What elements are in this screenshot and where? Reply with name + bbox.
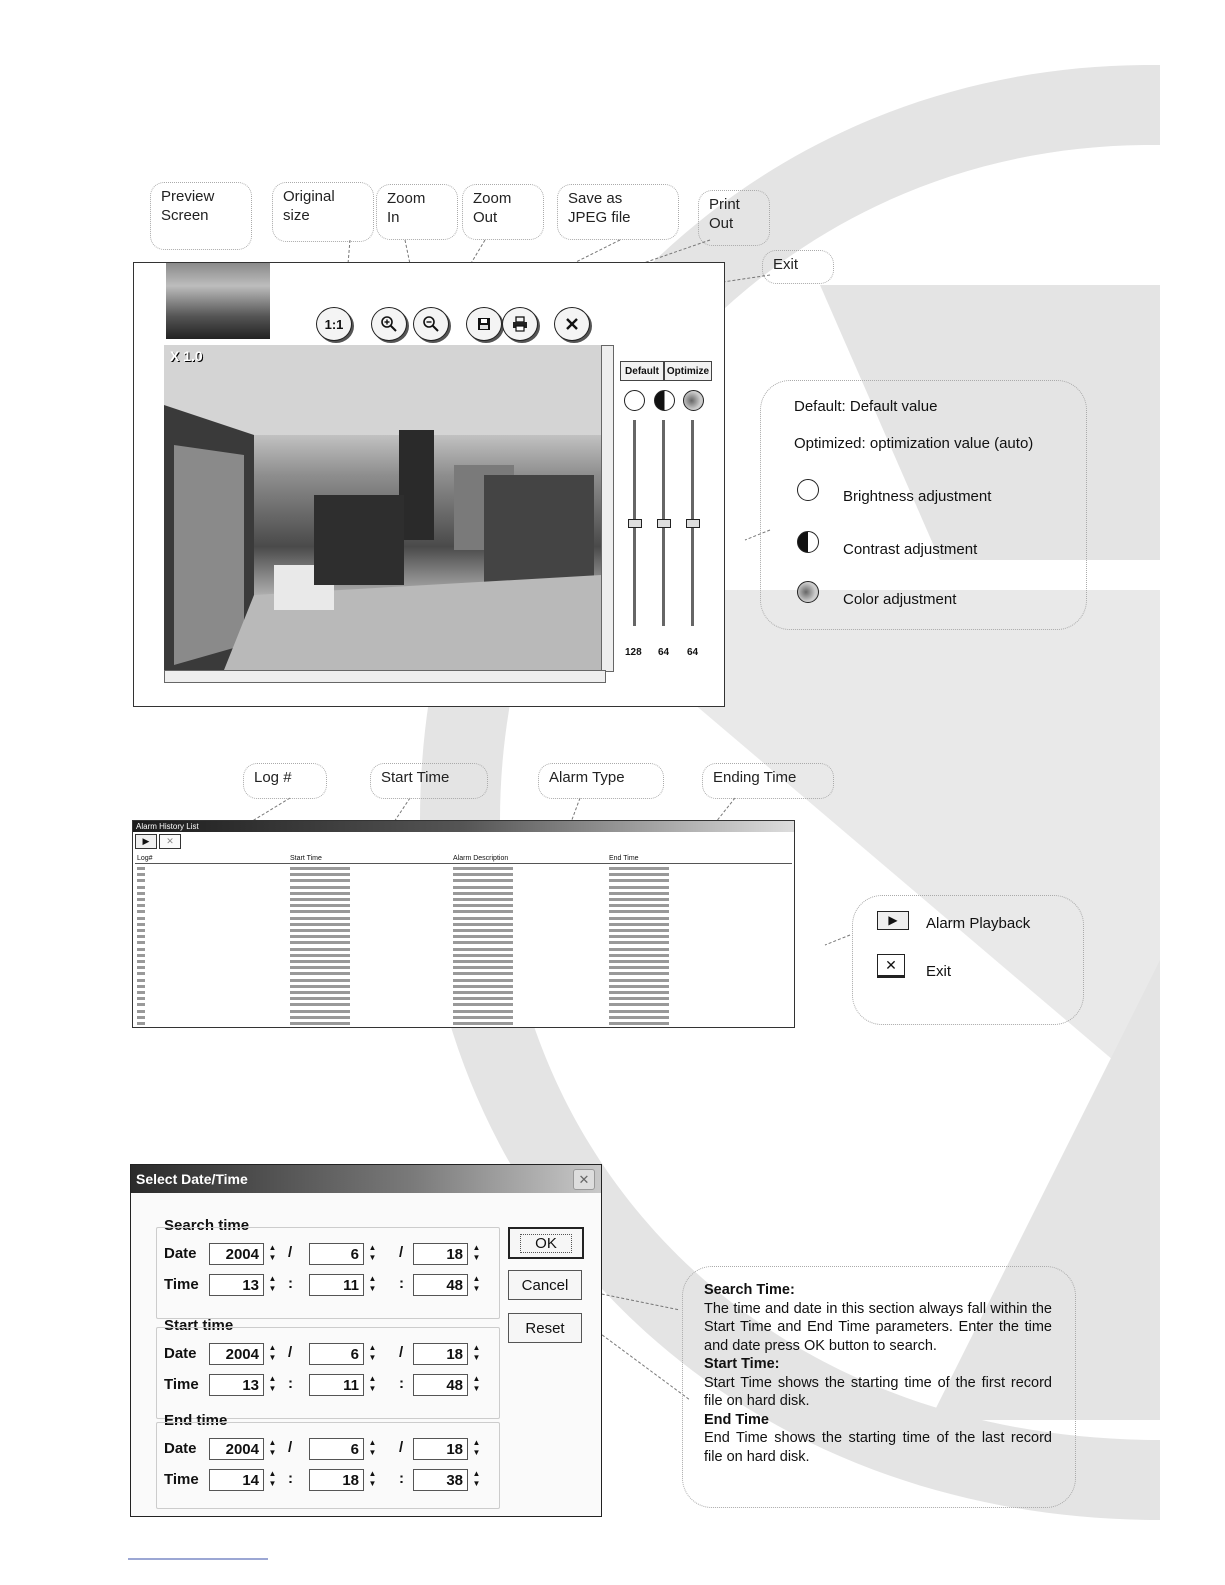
alarm-cell [290,948,350,951]
alarm-cell [290,923,350,926]
end-time-spinner-2[interactable] [470,1469,483,1491]
alarm-cell [290,954,350,957]
alarm-cell [290,898,350,901]
start-date-label: Date [164,1345,197,1362]
spin-down-icon[interactable]: ▼ [472,1384,481,1393]
end-time-spinner-1[interactable] [366,1469,379,1491]
alarm-cell [453,910,513,913]
spin-down-icon[interactable]: ▼ [472,1353,481,1362]
date-time-explanation [704,1281,1052,1466]
column-header-end-time[interactable]: End Time [609,855,639,862]
alarm-cell [290,910,350,913]
search-date-separator: / [288,1244,293,1261]
search-time-field-1[interactable]: 11 [309,1274,364,1296]
alarm-cell [290,991,350,994]
alarm-cell [290,979,350,982]
close-icon: ✕ [877,954,905,978]
column-header-alarm-description[interactable]: Alarm Description [453,855,509,862]
start-time-heading: Start Time: [704,1356,780,1372]
alarm-cell [609,867,669,870]
alarm-cell [453,954,513,957]
alarm-cell [290,1010,350,1013]
brightness-value: 128 [625,647,642,658]
search-time-body: The time and date in this section always fall within the Start Time and End Time parameters. Enter the time and date press OK button to search. [704,1300,1052,1354]
horizontal-scrollbar[interactable] [164,670,606,683]
search-time-groupbox [156,1227,500,1319]
start-time-body: Start Time shows the starting time of the first record file on hard disk. [704,1374,1052,1409]
reset-button[interactable] [508,1313,582,1343]
alarm-playback-button[interactable] [135,834,157,849]
start-time-groupbox [156,1327,500,1419]
alarm-cell [137,892,145,895]
start-date-spinner-0[interactable] [266,1343,279,1365]
zoom-out-icon [422,315,440,333]
spin-up-icon[interactable]: ▲ [268,1438,277,1447]
reset-button-label: Reset [525,1319,565,1337]
printer-icon [511,316,529,332]
alarm-cell [609,966,669,969]
end-date-spinner-1[interactable] [366,1438,379,1460]
search-date-label: Date [164,1245,197,1262]
alarm-cell [453,1010,513,1013]
brightness-icon [797,479,819,501]
default-button-label: Default [625,365,659,377]
alarm-cell [137,935,145,938]
search-date-spinner-0[interactable] [266,1243,279,1265]
alarm-cell [453,873,513,876]
alarm-cell [453,960,513,963]
alarm-toolbar [133,832,794,848]
end-time-heading: End Time [704,1411,769,1428]
alarm-cell [609,972,669,975]
alarm-cell [453,904,513,907]
alarm-cell [290,929,350,932]
start-time-separator: : [399,1375,404,1392]
print-button[interactable] [502,307,538,341]
spin-up-icon[interactable]: ▲ [472,1438,481,1447]
spin-down-icon[interactable]: ▼ [368,1448,377,1457]
close-icon: ✕ [578,1172,590,1187]
alarm-cell [453,991,513,994]
callout-exit: Exit [762,250,834,284]
alarm-cell [609,898,669,901]
alarm-cell [609,904,669,907]
legend-optimized-text: Optimized: optimization value (auto) [794,435,1034,452]
alarm-cell [137,879,145,882]
alarm-table-header [135,854,792,864]
end-date-field-0[interactable]: 2004 [209,1438,264,1460]
search-time-separator: : [399,1275,404,1292]
alarm-cell [137,917,145,920]
alarm-history-window [132,820,795,1028]
end-time-groupbox [156,1422,500,1509]
spin-down-icon[interactable]: ▼ [268,1253,277,1262]
alarm-cell [453,997,513,1000]
start-date-separator: / [288,1344,293,1361]
alarm-cell [609,941,669,944]
original-size-label: 1:1 [324,316,344,332]
alarm-cell [290,972,350,975]
alarm-cell [137,972,145,975]
callout-alarm-type: Alarm Type [538,763,664,799]
spin-up-icon[interactable]: ▲ [268,1343,277,1352]
brightness-icon [624,390,645,411]
alarm-cell [609,1016,669,1019]
ok-button-label: OK [520,1234,572,1253]
alarm-cell [453,985,513,988]
search-time-field-0[interactable]: 13 [209,1274,264,1296]
preview-thumbnail[interactable] [166,263,270,339]
spin-down-icon[interactable]: ▼ [472,1284,481,1293]
search-time-spinner-2[interactable] [470,1274,483,1296]
ok-button[interactable] [508,1227,584,1259]
spin-up-icon[interactable]: ▲ [368,1274,377,1283]
end-time-label: Time [164,1471,199,1488]
search-time-group-label: Search time [164,1217,250,1234]
alarm-cell [290,873,350,876]
end-date-field-2[interactable]: 18 [413,1438,468,1460]
start-date-field-2[interactable]: 18 [413,1343,468,1365]
alarm-cell [137,991,145,994]
color-value: 64 [687,647,699,658]
spin-down-icon[interactable]: ▼ [368,1479,377,1488]
alarm-cell [137,873,145,876]
dialog-close-button[interactable] [573,1169,595,1190]
end-date-spinner-0[interactable] [266,1438,279,1460]
alarm-cell [453,929,513,932]
search-date-field-2[interactable]: 18 [413,1243,468,1265]
floppy-disk-icon [476,316,492,332]
alarm-cell [609,923,669,926]
spin-down-icon[interactable]: ▼ [268,1284,277,1293]
spin-up-icon[interactable]: ▲ [268,1469,277,1478]
callout-print-out: Print Out [698,190,770,246]
spin-down-icon[interactable]: ▼ [268,1448,277,1457]
spin-down-icon[interactable]: ▼ [472,1448,481,1457]
end-date-field-1[interactable]: 6 [309,1438,364,1460]
alarm-cell [453,948,513,951]
legend-playback-text: Alarm Playback [926,915,1031,932]
start-date-spinner-1[interactable] [366,1343,379,1365]
search-time-field-2[interactable]: 48 [413,1274,468,1296]
alarm-cell [609,910,669,913]
search-time-spinner-1[interactable] [366,1274,379,1296]
alarm-cell [137,941,145,944]
spin-up-icon[interactable]: ▲ [268,1374,277,1383]
alarm-cell [609,985,669,988]
alarm-cell [453,935,513,938]
legend-exit-text: Exit [926,963,952,980]
color-icon [797,581,819,603]
alarm-cell [453,1003,513,1006]
spin-up-icon[interactable]: ▲ [368,1343,377,1352]
start-time-spinner-0[interactable] [266,1374,279,1396]
alarm-cell [290,879,350,882]
dialog-title: Select Date/Time [131,1165,601,1193]
end-date-separator: / [399,1439,404,1456]
start-time-group-label: Start time [164,1317,234,1334]
end-time-field-0[interactable]: 14 [209,1469,264,1491]
legend-color-text: Color adjustment [843,591,957,608]
alarm-cell [290,917,350,920]
callout-original-size: Original size [272,182,374,242]
alarm-cell [453,898,513,901]
alarm-cell [609,935,669,938]
zoom-readout: X 1.0 [170,348,203,364]
cancel-button-label: Cancel [521,1276,569,1294]
search-time-label: Time [164,1276,199,1293]
exit-button[interactable] [554,307,590,341]
spin-up-icon[interactable]: ▲ [268,1243,277,1252]
alarm-cell [453,917,513,920]
alarm-cell [609,1022,669,1025]
alarm-cell [137,960,145,963]
legend-default-text: Default: Default value [794,398,938,415]
spin-down-icon[interactable]: ▼ [368,1253,377,1262]
color-slider-handle[interactable] [686,519,700,528]
alarm-cell [453,972,513,975]
spin-up-icon[interactable]: ▲ [472,1343,481,1352]
alarm-cell [137,929,145,932]
contrast-icon [797,531,819,553]
end-time-spinner-0[interactable] [266,1469,279,1491]
vertical-scrollbar[interactable] [601,345,614,672]
alarm-list-row[interactable] [135,1020,792,1026]
contrast-value: 64 [658,647,670,658]
zoom-out-button[interactable] [413,307,449,341]
alarm-cell [453,886,513,889]
save-jpeg-button[interactable] [466,307,502,341]
column-header-start-time[interactable]: Start Time [290,855,322,862]
alarm-cell [453,879,513,882]
alarm-cell [137,923,145,926]
alarm-cell [137,966,145,969]
spin-down-icon[interactable]: ▼ [368,1384,377,1393]
spin-up-icon[interactable]: ▲ [472,1243,481,1252]
alarm-cell [609,892,669,895]
spin-down-icon[interactable]: ▼ [472,1479,481,1488]
start-date-field-0[interactable]: 2004 [209,1343,264,1365]
alarm-cell [609,1010,669,1013]
search-date-field-0[interactable]: 2004 [209,1243,264,1265]
cancel-button[interactable] [508,1270,582,1300]
alarm-cell [609,991,669,994]
alarm-cell [453,867,513,870]
close-icon: ✕ [166,836,174,846]
zoom-in-icon [380,315,398,333]
spin-up-icon[interactable]: ▲ [368,1438,377,1447]
alarm-cell [290,904,350,907]
alarm-cell [609,960,669,963]
start-time-separator: : [288,1375,293,1392]
alarm-cell [137,1022,145,1025]
end-time-group-label: End time [164,1412,228,1429]
brightness-slider-handle[interactable] [628,519,642,528]
alarm-cell [137,904,145,907]
start-time-field-0[interactable]: 13 [209,1374,264,1396]
alarm-cell [137,1010,145,1013]
alarm-cell [290,1022,350,1025]
spin-down-icon[interactable]: ▼ [268,1353,277,1362]
alarm-cell [290,935,350,938]
office-scene-image [164,345,601,670]
alarm-cell [137,886,145,889]
alarm-cell [137,867,145,870]
alarm-cell [137,997,145,1000]
alarm-cell [609,873,669,876]
alarm-exit-button[interactable] [159,834,181,849]
end-date-separator: / [288,1439,293,1456]
spin-down-icon[interactable]: ▼ [368,1284,377,1293]
start-time-spinner-2[interactable] [470,1374,483,1396]
alarm-cell [609,879,669,882]
spin-down-icon[interactable]: ▼ [472,1253,481,1262]
start-time-field-1[interactable]: 11 [309,1374,364,1396]
start-date-separator: / [399,1344,404,1361]
end-time-field-1[interactable]: 18 [309,1469,364,1491]
search-date-spinner-1[interactable] [366,1243,379,1265]
search-time-separator: : [288,1275,293,1292]
callout-save-jpeg: Save as JPEG file [557,184,679,240]
color-icon [683,390,704,411]
end-date-label: Date [164,1440,197,1457]
end-time-separator: : [399,1470,404,1487]
alarm-window-title: Alarm History List [133,821,794,832]
default-button[interactable] [620,361,664,381]
alarm-cell [609,948,669,951]
search-date-spinner-2[interactable] [470,1243,483,1265]
alarm-cell [290,886,350,889]
alarm-cell [290,892,350,895]
search-date-field-1[interactable]: 6 [309,1243,364,1265]
snapshot-viewer-window [133,262,725,707]
alarm-cell [453,941,513,944]
alarm-cell [453,1022,513,1025]
end-date-spinner-2[interactable] [470,1438,483,1460]
alarm-cell [290,1003,350,1006]
alarm-cell [137,1016,145,1019]
spin-up-icon[interactable]: ▲ [268,1274,277,1283]
end-time-separator: : [288,1470,293,1487]
alarm-cell [137,898,145,901]
callout-log-number: Log # [243,763,327,799]
legend-brightness-text: Brightness adjustment [843,488,992,505]
alarm-cell [290,997,350,1000]
alarm-cell [453,1016,513,1019]
alarm-cell [290,985,350,988]
start-time-label: Time [164,1376,199,1393]
alarm-cell [609,886,669,889]
callout-zoom-in: Zoom In [376,184,458,240]
alarm-cell [137,985,145,988]
adjustment-legend [760,380,1087,630]
alarm-cell [290,1016,350,1019]
spin-down-icon[interactable]: ▼ [268,1384,277,1393]
snapshot-image [164,345,601,670]
start-time-field-2[interactable]: 48 [413,1374,468,1396]
contrast-slider-handle[interactable] [657,519,671,528]
spin-up-icon[interactable]: ▲ [472,1374,481,1383]
alarm-cell [609,917,669,920]
alarm-cell [453,979,513,982]
alarm-cell [609,929,669,932]
search-time-spinner-0[interactable] [266,1274,279,1296]
zoom-in-button[interactable] [371,307,407,341]
alarm-cell [137,979,145,982]
alarm-legend [852,895,1084,1025]
start-date-field-1[interactable]: 6 [309,1343,364,1365]
spin-up-icon[interactable]: ▲ [368,1243,377,1252]
alarm-cell [453,966,513,969]
search-date-separator: / [399,1244,404,1261]
play-icon: ▶ [142,836,150,846]
contrast-icon [654,390,675,411]
original-size-button[interactable] [316,307,352,341]
alarm-cell [137,1003,145,1006]
alarm-cell [137,948,145,951]
end-time-body: End Time shows the starting time of the last record file on hard disk. [704,1430,1052,1465]
spin-up-icon[interactable]: ▲ [368,1469,377,1478]
spin-down-icon[interactable]: ▼ [368,1353,377,1362]
close-icon [564,316,580,332]
spin-up-icon[interactable]: ▲ [472,1274,481,1283]
alarm-cell [609,979,669,982]
spin-up-icon[interactable]: ▲ [368,1374,377,1383]
alarm-cell [609,997,669,1000]
alarm-cell [609,1003,669,1006]
start-date-spinner-2[interactable] [470,1343,483,1365]
alarm-cell [290,960,350,963]
optimize-button[interactable] [664,361,712,381]
end-time-field-2[interactable]: 38 [413,1469,468,1491]
callout-zoom-out: Zoom Out [462,184,544,240]
alarm-cell [609,954,669,957]
spin-down-icon[interactable]: ▼ [268,1479,277,1488]
callout-preview-screen: Preview Screen [150,182,252,250]
callout-start-time: Start Time [370,763,488,799]
alarm-cell [453,892,513,895]
play-icon: ▶ [877,911,909,930]
column-header-log[interactable]: Log# [137,855,153,862]
optimize-button-label: Optimize [666,365,710,377]
alarm-cell [290,867,350,870]
alarm-cell [453,923,513,926]
legend-contrast-text: Contrast adjustment [843,541,978,558]
select-date-time-dialog [130,1164,602,1517]
spin-up-icon[interactable]: ▲ [472,1469,481,1478]
start-time-spinner-1[interactable] [366,1374,379,1396]
alarm-cell [290,966,350,969]
alarm-cell [137,910,145,913]
alarm-cell [290,941,350,944]
callout-ending-time: Ending Time [702,763,834,799]
search-time-heading: Search Time: [704,1282,795,1298]
alarm-cell [137,954,145,957]
